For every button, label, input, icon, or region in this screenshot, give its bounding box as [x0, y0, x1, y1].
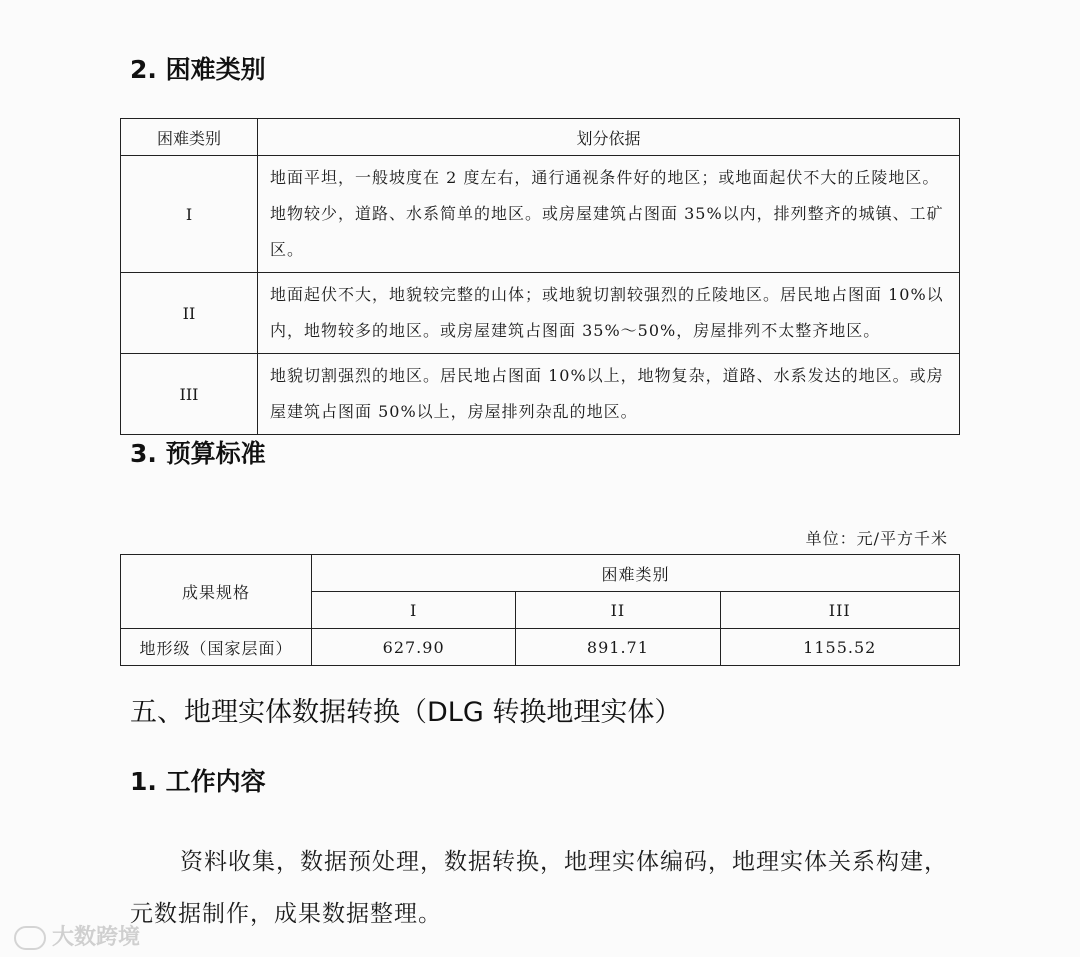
- table-header-row: [121, 555, 960, 592]
- category-cell: III: [121, 354, 258, 435]
- paragraph-text: 资料收集，数据预处理，数据转换，地理实体编码，地理实体关系构建，元数据制作，成果数据整理。: [130, 849, 948, 927]
- watermark-logo-icon: [14, 926, 46, 950]
- header-division-basis: 划分依据: [258, 119, 960, 156]
- basis-cell: 地面起伏不大，地貌较完整的山体；或地貌切割较强烈的丘陵地区。居民地占图面 10%以内，地物较多的地区。或房屋建筑占图面 35%～50%，房屋排列不太整齐地区。: [258, 273, 960, 354]
- unit-label: 单位：元/平方千米: [805, 529, 948, 548]
- heading-section-five: 五、地理实体数据转换（DLG 转换地理实体）: [130, 697, 682, 728]
- value-cell: 1155.52: [720, 629, 959, 666]
- category-cell: I: [121, 156, 258, 273]
- basis-cell: 地貌切割强烈的地区。居民地占图面 10%以上，地物复杂，道路、水系发达的地区。或房屋建筑占图面 50%以上，房屋排列杂乱的地区。: [258, 354, 960, 435]
- difficulty-table: [120, 118, 960, 435]
- watermark-text: 大数跨境: [52, 925, 141, 950]
- header-difficulty-category: 困难类别: [312, 555, 960, 592]
- header-difficulty-category: 困难类别: [121, 119, 258, 156]
- header-category-iii: III: [720, 592, 959, 629]
- header-category-i: I: [312, 592, 516, 629]
- spec-cell: 地形级（国家层面）: [121, 629, 312, 666]
- table-row: [121, 156, 960, 273]
- table-row: [121, 354, 960, 435]
- watermark: [14, 920, 140, 951]
- header-category-ii: II: [516, 592, 720, 629]
- budget-table: [120, 554, 960, 666]
- basis-cell: 地面平坦，一般坡度在 2 度左右，通行通视条件好的地区；或地面起伏不大的丘陵地区。地物较少，道路、水系简单的地区。或房屋建筑占图面 35%以内，排列整齐的城镇、工矿区。: [258, 156, 960, 273]
- heading-difficulty-category: 2. 困难类别: [130, 55, 266, 84]
- table-row: [121, 629, 960, 666]
- table-row: [121, 273, 960, 354]
- category-cell: II: [121, 273, 258, 354]
- heading-work-content: 1. 工作内容: [130, 767, 266, 796]
- header-result-spec: 成果规格: [121, 555, 312, 629]
- work-content-paragraph: [130, 836, 960, 940]
- value-cell: 891.71: [516, 629, 720, 666]
- heading-budget-standard: 3. 预算标准: [130, 439, 266, 468]
- table-header-row: [121, 119, 960, 156]
- value-cell: 627.90: [312, 629, 516, 666]
